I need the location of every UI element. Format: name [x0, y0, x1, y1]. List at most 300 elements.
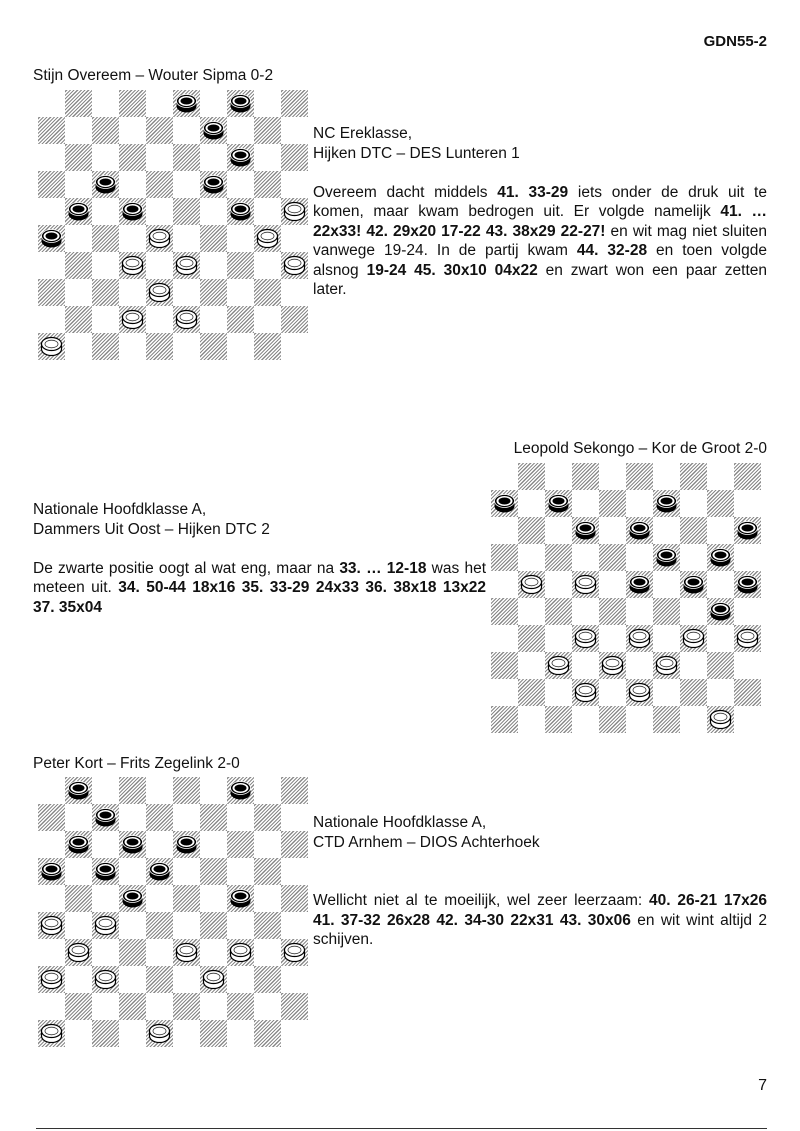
- game-3-text: [313, 813, 767, 950]
- black-piece-icon: [38, 858, 65, 885]
- black-piece-icon: [626, 517, 653, 544]
- board-square-26: [38, 912, 65, 939]
- board-light-square: [65, 858, 92, 885]
- board-square-12: [119, 831, 146, 858]
- board-light-square: [680, 652, 707, 679]
- board-light-square: [254, 90, 281, 117]
- board-light-square: [707, 463, 734, 490]
- board-light-square: [173, 804, 200, 831]
- board-square-6: [38, 804, 65, 831]
- black-piece-icon: [227, 198, 254, 225]
- board-square-41: [65, 306, 92, 333]
- board-square-36: [491, 652, 518, 679]
- board-square-44: [227, 993, 254, 1020]
- board-light-square: [254, 198, 281, 225]
- board-light-square: [572, 652, 599, 679]
- board-light-square: [491, 571, 518, 598]
- board-light-square: [173, 1020, 200, 1047]
- board-square-18: [599, 544, 626, 571]
- board-square-32: [119, 939, 146, 966]
- board-square-36: [38, 966, 65, 993]
- white-piece-icon: [599, 652, 626, 679]
- move-notation: 34. 50-44 18x16 35. 33-29 24x33 36. 38x18 13x22 37. 35x04: [33, 579, 486, 616]
- board-light-square: [545, 571, 572, 598]
- board-light-square: [653, 517, 680, 544]
- board-light-square: [200, 777, 227, 804]
- board-square-33: [626, 625, 653, 652]
- board-square-49: [653, 706, 680, 733]
- white-piece-icon: [92, 912, 119, 939]
- game-3-competition: Nationale Hoofdklasse A,: [313, 814, 487, 831]
- board-light-square: [227, 333, 254, 360]
- board-light-square: [572, 490, 599, 517]
- board-light-square: [65, 117, 92, 144]
- black-piece-icon: [653, 490, 680, 517]
- board-light-square: [254, 831, 281, 858]
- board-light-square: [200, 90, 227, 117]
- board-square-43: [173, 306, 200, 333]
- board-square-42: [119, 306, 146, 333]
- board-square-29: [200, 225, 227, 252]
- move-notation: 41. 33-29: [497, 183, 569, 201]
- board-light-square: [518, 652, 545, 679]
- game-1-competition: NC Ereklasse,: [313, 125, 413, 142]
- white-piece-icon: [146, 1020, 173, 1047]
- board-square-1: [65, 777, 92, 804]
- board-light-square: [254, 777, 281, 804]
- board-light-square: [146, 252, 173, 279]
- board-light-square: [92, 993, 119, 1020]
- board-square-28: [146, 912, 173, 939]
- board-square-7: [92, 804, 119, 831]
- board-square-40: [254, 966, 281, 993]
- white-piece-icon: [146, 279, 173, 306]
- white-piece-icon: [734, 625, 761, 652]
- board-light-square: [92, 198, 119, 225]
- white-piece-icon: [626, 679, 653, 706]
- board-square-8: [146, 804, 173, 831]
- board-light-square: [254, 252, 281, 279]
- board-square-11: [65, 831, 92, 858]
- board-square-31: [65, 252, 92, 279]
- white-piece-icon: [281, 939, 308, 966]
- board-light-square: [599, 679, 626, 706]
- game-1-match: Hijken DTC – DES Lunteren 1: [313, 144, 520, 162]
- black-piece-icon: [707, 544, 734, 571]
- board-light-square: [119, 966, 146, 993]
- board-square-21: [65, 885, 92, 912]
- game-2-title: Leopold Sekongo – Kor de Groot 2-0: [513, 440, 767, 457]
- board-light-square: [680, 544, 707, 571]
- board-light-square: [491, 679, 518, 706]
- white-piece-icon: [92, 966, 119, 993]
- board-square-22: [572, 571, 599, 598]
- white-piece-icon: [146, 225, 173, 252]
- board-square-9: [653, 490, 680, 517]
- white-piece-icon: [38, 333, 65, 360]
- board-light-square: [146, 144, 173, 171]
- board-light-square: [680, 706, 707, 733]
- game-3-match: CTD Arnhem – DIOS Achterhoek: [313, 833, 540, 851]
- board-square-50: [707, 706, 734, 733]
- black-piece-icon: [119, 885, 146, 912]
- board-light-square: [200, 831, 227, 858]
- board-light-square: [173, 117, 200, 144]
- black-piece-icon: [734, 571, 761, 598]
- board-square-37: [92, 966, 119, 993]
- board-light-square: [38, 306, 65, 333]
- board-light-square: [254, 144, 281, 171]
- board-light-square: [119, 333, 146, 360]
- board-square-27: [92, 225, 119, 252]
- white-piece-icon: [281, 198, 308, 225]
- board-light-square: [227, 804, 254, 831]
- black-piece-icon: [146, 858, 173, 885]
- board-light-square: [707, 517, 734, 544]
- board-square-16: [38, 858, 65, 885]
- black-piece-icon: [173, 90, 200, 117]
- board-light-square: [200, 252, 227, 279]
- board-light-square: [92, 939, 119, 966]
- white-piece-icon: [38, 912, 65, 939]
- board-square-4: [227, 90, 254, 117]
- board-square-14: [227, 831, 254, 858]
- white-piece-icon: [200, 966, 227, 993]
- board-square-4: [680, 463, 707, 490]
- game-3-title: Peter Kort – Frits Zegelink 2-0: [33, 755, 240, 772]
- board-light-square: [626, 490, 653, 517]
- board-light-square: [491, 463, 518, 490]
- board-light-square: [173, 225, 200, 252]
- board-square-32: [572, 625, 599, 652]
- board-light-square: [92, 885, 119, 912]
- board-square-16: [491, 544, 518, 571]
- board-light-square: [146, 306, 173, 333]
- board-light-square: [173, 966, 200, 993]
- black-piece-icon: [491, 490, 518, 517]
- board-light-square: [38, 831, 65, 858]
- board-square-49: [200, 1020, 227, 1047]
- board-light-square: [572, 706, 599, 733]
- board-square-26: [491, 598, 518, 625]
- board-light-square: [254, 993, 281, 1020]
- board-square-30: [254, 225, 281, 252]
- board-square-33: [173, 939, 200, 966]
- game-3-commentary: Wellicht niet al te moeilijk, wel zeer leerzaam: 40. 26-21 17x26 41. 37-32 26x28 42. 34-30 22x31 43. 30x06 en wit wint altijd 2 schijven.: [313, 892, 767, 948]
- game-2-board: [491, 463, 761, 733]
- board-square-39: [200, 279, 227, 306]
- board-square-42: [119, 993, 146, 1020]
- board-square-25: [281, 198, 308, 225]
- board-square-13: [173, 144, 200, 171]
- board-square-2: [572, 463, 599, 490]
- board-light-square: [281, 225, 308, 252]
- board-light-square: [491, 625, 518, 652]
- board-square-48: [599, 706, 626, 733]
- board-light-square: [92, 90, 119, 117]
- board-square-34: [227, 939, 254, 966]
- board-square-45: [281, 306, 308, 333]
- board-square-15: [281, 831, 308, 858]
- board-light-square: [281, 858, 308, 885]
- board-light-square: [65, 966, 92, 993]
- board-square-41: [65, 993, 92, 1020]
- board-square-40: [707, 652, 734, 679]
- board-light-square: [200, 306, 227, 333]
- board-light-square: [92, 252, 119, 279]
- board-light-square: [92, 831, 119, 858]
- board-square-44: [680, 679, 707, 706]
- board-light-square: [680, 598, 707, 625]
- board-square-45: [734, 679, 761, 706]
- move-notation: 40. 26-21 17x26 41. 37-32 26x28 42. 34-30 22x31 43. 30x06: [313, 892, 767, 929]
- board-square-1: [65, 90, 92, 117]
- board-square-13: [626, 517, 653, 544]
- board-square-19: [200, 858, 227, 885]
- board-light-square: [653, 625, 680, 652]
- board-square-24: [680, 571, 707, 598]
- board-square-24: [227, 885, 254, 912]
- board-square-22: [119, 198, 146, 225]
- board-light-square: [119, 225, 146, 252]
- board-light-square: [38, 993, 65, 1020]
- board-square-47: [92, 1020, 119, 1047]
- board-square-46: [491, 706, 518, 733]
- board-light-square: [65, 1020, 92, 1047]
- board-light-square: [227, 171, 254, 198]
- board-square-27: [92, 912, 119, 939]
- board-square-9: [200, 804, 227, 831]
- board-square-26: [38, 225, 65, 252]
- board-light-square: [281, 966, 308, 993]
- document-code: GDN55-2: [703, 33, 767, 50]
- board-square-8: [599, 490, 626, 517]
- board-light-square: [119, 1020, 146, 1047]
- black-piece-icon: [545, 490, 572, 517]
- board-light-square: [146, 993, 173, 1020]
- board-light-square: [626, 598, 653, 625]
- board-light-square: [599, 463, 626, 490]
- page-number: 7: [758, 1077, 767, 1094]
- black-piece-icon: [626, 571, 653, 598]
- black-piece-icon: [200, 171, 227, 198]
- board-light-square: [146, 831, 173, 858]
- board-light-square: [653, 463, 680, 490]
- black-piece-icon: [572, 517, 599, 544]
- board-square-3: [173, 777, 200, 804]
- white-piece-icon: [707, 706, 734, 733]
- board-light-square: [173, 279, 200, 306]
- board-light-square: [653, 571, 680, 598]
- board-light-square: [545, 463, 572, 490]
- board-square-20: [707, 544, 734, 571]
- board-square-27: [545, 598, 572, 625]
- board-square-12: [119, 144, 146, 171]
- board-square-14: [227, 144, 254, 171]
- board-light-square: [281, 117, 308, 144]
- board-square-2: [119, 90, 146, 117]
- board-light-square: [254, 306, 281, 333]
- black-piece-icon: [680, 571, 707, 598]
- board-square-4: [227, 777, 254, 804]
- board-square-34: [680, 625, 707, 652]
- board-square-38: [146, 966, 173, 993]
- board-light-square: [734, 652, 761, 679]
- white-piece-icon: [572, 679, 599, 706]
- board-light-square: [254, 939, 281, 966]
- board-square-16: [38, 171, 65, 198]
- board-square-19: [653, 544, 680, 571]
- white-piece-icon: [38, 1020, 65, 1047]
- board-light-square: [119, 279, 146, 306]
- board-square-47: [92, 333, 119, 360]
- board-square-44: [227, 306, 254, 333]
- board-square-14: [680, 517, 707, 544]
- board-square-29: [653, 598, 680, 625]
- board-light-square: [92, 306, 119, 333]
- board-square-5: [734, 463, 761, 490]
- board-light-square: [38, 198, 65, 225]
- board-light-square: [119, 117, 146, 144]
- board-square-9: [200, 117, 227, 144]
- white-piece-icon: [119, 252, 146, 279]
- game-1-commentary: Overeem dacht middels 41. 33-29 iets onder de druk uit te komen, maar kwam bedrogen uit. Er volgde namelijk 41. … 22x33! 42. 29x20 17-22 43. 38x29 22-27! en wit mag niet sluiten vanwege 19-24. In de partij kwam 44. 32-28 en toen volgde alsnog 19-24 45. 30x10 04x22 en zwart won een paar zetten later.: [313, 183, 768, 298]
- board-light-square: [173, 333, 200, 360]
- board-light-square: [227, 858, 254, 885]
- black-piece-icon: [92, 171, 119, 198]
- board-light-square: [65, 225, 92, 252]
- board-light-square: [119, 171, 146, 198]
- move-notation: 33. … 12-18: [339, 559, 427, 577]
- board-square-1: [518, 463, 545, 490]
- board-square-25: [281, 885, 308, 912]
- board-light-square: [119, 912, 146, 939]
- board-square-18: [146, 858, 173, 885]
- board-light-square: [653, 679, 680, 706]
- board-light-square: [626, 544, 653, 571]
- board-square-19: [200, 171, 227, 198]
- board-light-square: [38, 939, 65, 966]
- board-square-35: [734, 625, 761, 652]
- board-square-24: [227, 198, 254, 225]
- board-light-square: [491, 517, 518, 544]
- board-light-square: [146, 198, 173, 225]
- board-square-15: [734, 517, 761, 544]
- game-2-competition: Nationale Hoofdklasse A,: [33, 501, 207, 518]
- white-piece-icon: [173, 252, 200, 279]
- board-square-35: [281, 252, 308, 279]
- board-square-17: [92, 858, 119, 885]
- board-light-square: [146, 939, 173, 966]
- board-square-17: [92, 171, 119, 198]
- board-square-18: [146, 171, 173, 198]
- board-light-square: [200, 144, 227, 171]
- board-light-square: [281, 171, 308, 198]
- board-square-10: [254, 804, 281, 831]
- board-light-square: [707, 679, 734, 706]
- board-light-square: [227, 912, 254, 939]
- board-square-3: [626, 463, 653, 490]
- white-piece-icon: [227, 939, 254, 966]
- board-light-square: [65, 912, 92, 939]
- board-square-42: [572, 679, 599, 706]
- board-square-47: [545, 706, 572, 733]
- board-square-23: [626, 571, 653, 598]
- board-square-28: [146, 225, 173, 252]
- game-2-text: [33, 500, 486, 617]
- board-square-7: [92, 117, 119, 144]
- board-square-34: [227, 252, 254, 279]
- board-square-10: [254, 117, 281, 144]
- board-light-square: [146, 885, 173, 912]
- move-notation: 19-24 45. 30x10 04x22: [366, 261, 538, 279]
- board-light-square: [200, 198, 227, 225]
- board-square-12: [572, 517, 599, 544]
- board-square-43: [173, 993, 200, 1020]
- board-square-40: [254, 279, 281, 306]
- board-square-38: [599, 652, 626, 679]
- white-piece-icon: [545, 652, 572, 679]
- white-piece-icon: [254, 225, 281, 252]
- board-light-square: [227, 1020, 254, 1047]
- board-square-37: [92, 279, 119, 306]
- move-notation: 41. … 22x33! 42. 29x20 17-22 43. 38x29 22-27!: [313, 203, 768, 240]
- board-light-square: [281, 912, 308, 939]
- black-piece-icon: [92, 804, 119, 831]
- white-piece-icon: [173, 306, 200, 333]
- board-light-square: [281, 1020, 308, 1047]
- board-light-square: [119, 804, 146, 831]
- board-light-square: [599, 571, 626, 598]
- board-square-6: [491, 490, 518, 517]
- black-piece-icon: [200, 117, 227, 144]
- white-piece-icon: [119, 306, 146, 333]
- board-square-23: [173, 885, 200, 912]
- board-square-45: [281, 993, 308, 1020]
- board-square-6: [38, 117, 65, 144]
- board-light-square: [200, 939, 227, 966]
- board-square-50: [254, 333, 281, 360]
- black-piece-icon: [227, 144, 254, 171]
- board-light-square: [545, 517, 572, 544]
- white-piece-icon: [572, 625, 599, 652]
- board-light-square: [707, 571, 734, 598]
- board-light-square: [200, 993, 227, 1020]
- board-light-square: [119, 858, 146, 885]
- board-light-square: [545, 679, 572, 706]
- board-light-square: [545, 625, 572, 652]
- white-piece-icon: [65, 939, 92, 966]
- board-light-square: [734, 706, 761, 733]
- board-light-square: [227, 117, 254, 144]
- board-square-39: [200, 966, 227, 993]
- board-light-square: [65, 804, 92, 831]
- black-piece-icon: [227, 90, 254, 117]
- black-piece-icon: [92, 858, 119, 885]
- board-square-25: [734, 571, 761, 598]
- black-piece-icon: [173, 831, 200, 858]
- board-light-square: [92, 144, 119, 171]
- white-piece-icon: [572, 571, 599, 598]
- board-square-36: [38, 279, 65, 306]
- board-light-square: [227, 225, 254, 252]
- board-light-square: [254, 885, 281, 912]
- board-square-32: [119, 252, 146, 279]
- board-light-square: [518, 598, 545, 625]
- board-light-square: [200, 885, 227, 912]
- board-square-2: [119, 777, 146, 804]
- board-square-7: [545, 490, 572, 517]
